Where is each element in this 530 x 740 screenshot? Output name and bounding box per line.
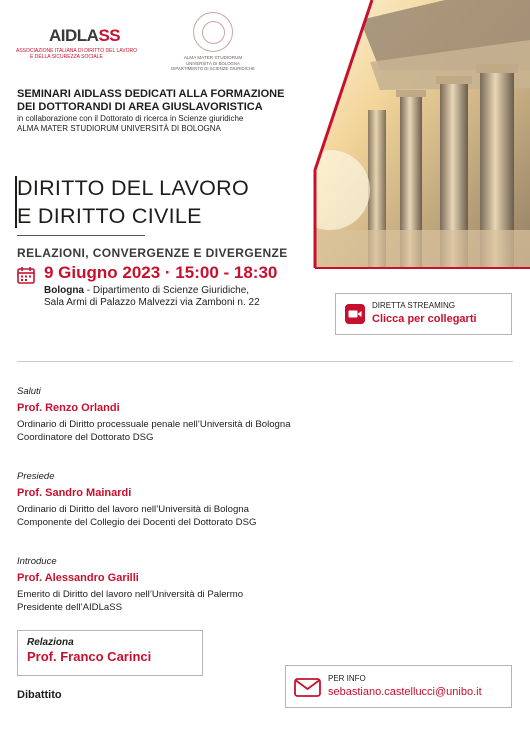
unibo-logo xyxy=(168,12,258,71)
contact-box[interactable] xyxy=(285,665,512,708)
unibo-logo-line2: UNIVERSITÀ DI BOLOGNA xyxy=(186,60,240,66)
aidlass-logo-line1: ASSOCIAZIONE ITALIANA DI DIRITTO DEL LAVORO xyxy=(16,48,137,54)
event-title xyxy=(17,174,249,230)
title-divider xyxy=(17,235,145,236)
speaker-desc-line2: Coordinatore del Dottorato DSG xyxy=(17,431,154,443)
speaker-role: Presiede xyxy=(17,471,55,482)
speaker-block-introduce xyxy=(17,556,497,614)
streaming-link[interactable]: Clicca per collegarti xyxy=(372,313,477,325)
debate-label: Dibattito xyxy=(17,689,62,701)
speaker-name: Prof. Renzo Orlandi xyxy=(17,402,120,414)
mail-icon xyxy=(294,678,321,697)
seminar-heading-line2: DEI DOTTORANDI DI AREA GIUSLAVORISTICA xyxy=(17,101,263,113)
speaker-description xyxy=(17,419,497,444)
seminar-collab-line: in collaborazione con il Dottorato di ricerca in Scienze giuridiche xyxy=(17,114,244,123)
aidlass-logo-mark xyxy=(49,26,169,46)
event-place-line1 xyxy=(44,285,260,297)
event-city: Bologna xyxy=(44,285,84,296)
unibo-logo-line1: ALMA MATER STUDIORUM xyxy=(183,55,243,60)
streaming-link-box[interactable] xyxy=(335,293,512,335)
speaker-description xyxy=(17,589,497,614)
keynote-name: Prof. Franco Carinci xyxy=(27,649,152,664)
aidlass-logo-accent: SS xyxy=(98,26,121,45)
speaker-role: Saluti xyxy=(17,386,41,397)
keynote-role: Relaziona xyxy=(27,637,74,648)
speaker-desc-line1: Ordinario di Diritto del lavoro nell’Università di Bologna xyxy=(17,504,249,515)
speaker-desc-line1: Emerito di Diritto del lavoro nell’Università di Palermo xyxy=(17,589,244,600)
event-date: 9 Giugno 2023 · 15:00 - 18:30 xyxy=(44,263,278,282)
section-divider xyxy=(17,361,513,362)
speaker-description xyxy=(17,504,497,529)
unibo-seal-icon xyxy=(193,12,233,52)
speaker-desc-line2: Presidente dell’AIDLaSS xyxy=(17,601,123,613)
speaker-block-saluti xyxy=(17,386,497,444)
aidlass-logo xyxy=(16,26,136,60)
contact-label: PER INFO xyxy=(328,674,366,683)
calendar-icon xyxy=(17,266,35,284)
event-title-line2: E DIRITTO CIVILE xyxy=(17,204,202,228)
speaker-block-presiede xyxy=(17,471,497,529)
aidlass-logo-line2: E DELLA SICUREZZA SOCIALE xyxy=(30,54,103,60)
streaming-label: DIRETTA STREAMING xyxy=(372,301,455,310)
unibo-logo-line3: DIPARTIMENTO DI SCIENZE GIURIDICHE xyxy=(171,65,255,71)
seminar-heading-line1: SEMINARI AIDLASS DEDICATI ALLA FORMAZIONE xyxy=(17,88,285,100)
speaker-name: Prof. Sandro Mainardi xyxy=(17,487,132,499)
speaker-role: Introduce xyxy=(17,556,57,567)
event-title-line1: DIRITTO DEL LAVORO xyxy=(17,176,249,200)
seminar-intro xyxy=(17,88,317,134)
event-venue: - Dipartimento di Scienze Giuridiche, xyxy=(84,285,250,296)
speaker-desc-line2: Componente del Collegio dei Docenti del Dottorato DSG xyxy=(17,516,257,528)
aidlass-logo-main: AIDLA xyxy=(49,26,99,45)
speaker-name: Prof. Alessandro Garilli xyxy=(17,572,139,584)
contact-email-link[interactable]: sebastiano.castellucci@unibo.it xyxy=(328,686,482,698)
event-subtitle: RELAZIONI, CONVERGENZE E DIVERGENZE xyxy=(17,246,288,260)
keynote-box xyxy=(17,630,203,676)
event-place-line2: Sala Armi di Palazzo Malvezzi via Zamboni n. 22 xyxy=(44,297,260,308)
seminar-university-line: ALMA MATER STUDIORUM UNIVERSITÀ DI BOLOGNA xyxy=(17,124,221,133)
speaker-desc-line1: Ordinario di Diritto processuale penale nell’Università di Bologna xyxy=(17,419,291,430)
video-camera-icon xyxy=(345,304,365,324)
event-place xyxy=(44,285,260,309)
